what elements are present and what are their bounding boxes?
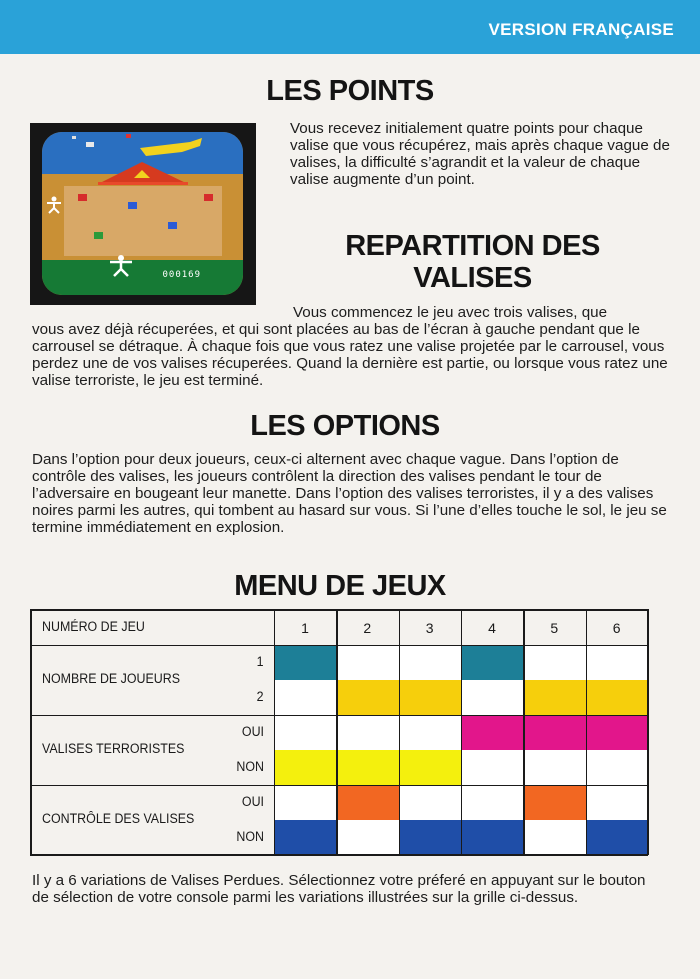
play-field	[64, 186, 222, 256]
option-cell	[523, 645, 585, 680]
suitcase-red	[78, 194, 87, 201]
points-paragraph: Vous recevez initialement quatre points pour chaque valise que vous récupérez, mais après chaque vague de valises, la difficulté s’agrandit et la valeur de chaque valise augmente d’un point.	[290, 120, 670, 188]
option-cell	[336, 715, 398, 750]
option-cell	[274, 645, 336, 680]
player-icon	[108, 254, 134, 278]
option-cell	[461, 715, 523, 750]
suitcase-blue	[128, 202, 137, 209]
table-border-bottom	[30, 854, 648, 856]
option-cell	[399, 820, 461, 855]
option-cell	[523, 715, 585, 750]
game-menu-table	[30, 609, 648, 855]
option-cell	[274, 750, 336, 785]
option-cell	[399, 785, 461, 820]
heading-repartition-line2: VALISES	[413, 262, 532, 294]
option-cell	[461, 820, 523, 855]
option-cell	[274, 680, 336, 715]
option-cell	[586, 645, 648, 680]
row-sublabel: 1	[257, 654, 264, 669]
footer-paragraph: Il y a 6 variations de Valises Perdues. Sélectionnez votre préferé en appuyant sur le bouton de sélection de votre console parmi les variations illustrées sur la grille ci-dessus.	[32, 872, 646, 906]
option-cell	[274, 785, 336, 820]
group-divider	[30, 785, 648, 786]
option-cell	[336, 680, 398, 715]
game-number: 1	[301, 620, 309, 636]
suitcase-blue	[168, 222, 177, 229]
heading-repartition-line1: REPARTITION DES	[345, 230, 600, 262]
game-number: 4	[488, 620, 496, 636]
option-cell	[336, 750, 398, 785]
option-cell	[461, 645, 523, 680]
row-sublabel: NON	[236, 759, 264, 774]
group-label: CONTRÔLE DES VALISES	[42, 811, 195, 826]
option-cell	[586, 820, 648, 855]
version-label: VERSION FRANÇAISE	[488, 20, 674, 39]
row-sublabel: OUI	[241, 724, 264, 739]
suitcase-green	[94, 232, 103, 239]
row-sublabel: OUI	[241, 794, 264, 809]
row-sublabel: NON	[236, 829, 264, 844]
option-cell	[523, 750, 585, 785]
option-cell	[336, 645, 398, 680]
group-label: NOMBRE DE JOUEURS	[42, 671, 181, 686]
option-cell	[461, 750, 523, 785]
option-cell	[399, 750, 461, 785]
column-divider	[399, 609, 400, 855]
game-number: 5	[550, 620, 559, 636]
header-label: NUMÉRO DE JEU	[42, 619, 145, 634]
repartition-paragraph-first-line: Vous commencez le jeu avec trois valises, que	[293, 304, 608, 321]
ground-area	[42, 260, 243, 295]
player-icon	[46, 196, 62, 214]
table-border-top	[30, 609, 648, 611]
column-divider	[274, 609, 275, 855]
option-cell	[523, 785, 585, 820]
option-cell	[586, 680, 648, 715]
repartition-paragraph: vous avez déjà récuperées, et qui sont placées au bas de l’écran à gauche pendant que le carrousel se détraque. À chaque fois que vous ratez une valise projetée par le carrousel, vous perdez une de vos valises récuperées. Quand la dernière est partie, ou lorsque vous ratez une valise terroriste, le jeu est terminé.	[32, 321, 668, 389]
option-cell	[399, 645, 461, 680]
options-paragraph: Dans l’option pour deux joueurs, ceux-ci alternent avec chaque vague. Dans l’option de contrôle des valises, les joueurs contrôlent la direction des valises pendant le tour de l’adversaire en bougeant leur manette. Dans l’option des valises terroristes, il y a des valises noires parmi les autres, qui tombent au hasard sur vous. Si l’une d’elles touche le sol, le jeu se termine immédiatement en explosion.	[32, 451, 667, 536]
option-cell	[523, 680, 585, 715]
game-number: 6	[612, 620, 621, 636]
heading-les-points: LES POINTS	[266, 75, 434, 107]
column-divider	[523, 609, 524, 855]
option-cell	[274, 715, 336, 750]
column-divider	[336, 609, 337, 855]
column-divider	[461, 609, 462, 855]
option-cell	[523, 820, 585, 855]
option-cell	[399, 680, 461, 715]
option-cell	[336, 785, 398, 820]
option-cell	[461, 785, 523, 820]
group-divider	[30, 715, 648, 716]
option-cell	[461, 680, 523, 715]
score-display: 000169	[162, 270, 201, 280]
row-sublabel: 2	[257, 689, 264, 704]
game-screenshot	[30, 123, 256, 305]
heading-les-options: LES OPTIONS	[250, 410, 440, 442]
option-cell	[586, 785, 648, 820]
top-banner	[0, 0, 700, 54]
column-divider	[586, 609, 587, 855]
option-cell	[399, 715, 461, 750]
heading-menu-de-jeux: MENU DE JEUX	[234, 570, 446, 602]
header-divider	[30, 645, 648, 646]
option-cell	[336, 820, 398, 855]
game-number: 2	[363, 620, 372, 636]
group-label: VALISES TERRORISTES	[42, 741, 185, 756]
game-screen	[42, 132, 243, 295]
suitcase-red	[204, 194, 213, 201]
option-cell	[586, 750, 648, 785]
game-number: 3	[425, 620, 434, 636]
option-cell	[586, 715, 648, 750]
option-cell	[274, 820, 336, 855]
